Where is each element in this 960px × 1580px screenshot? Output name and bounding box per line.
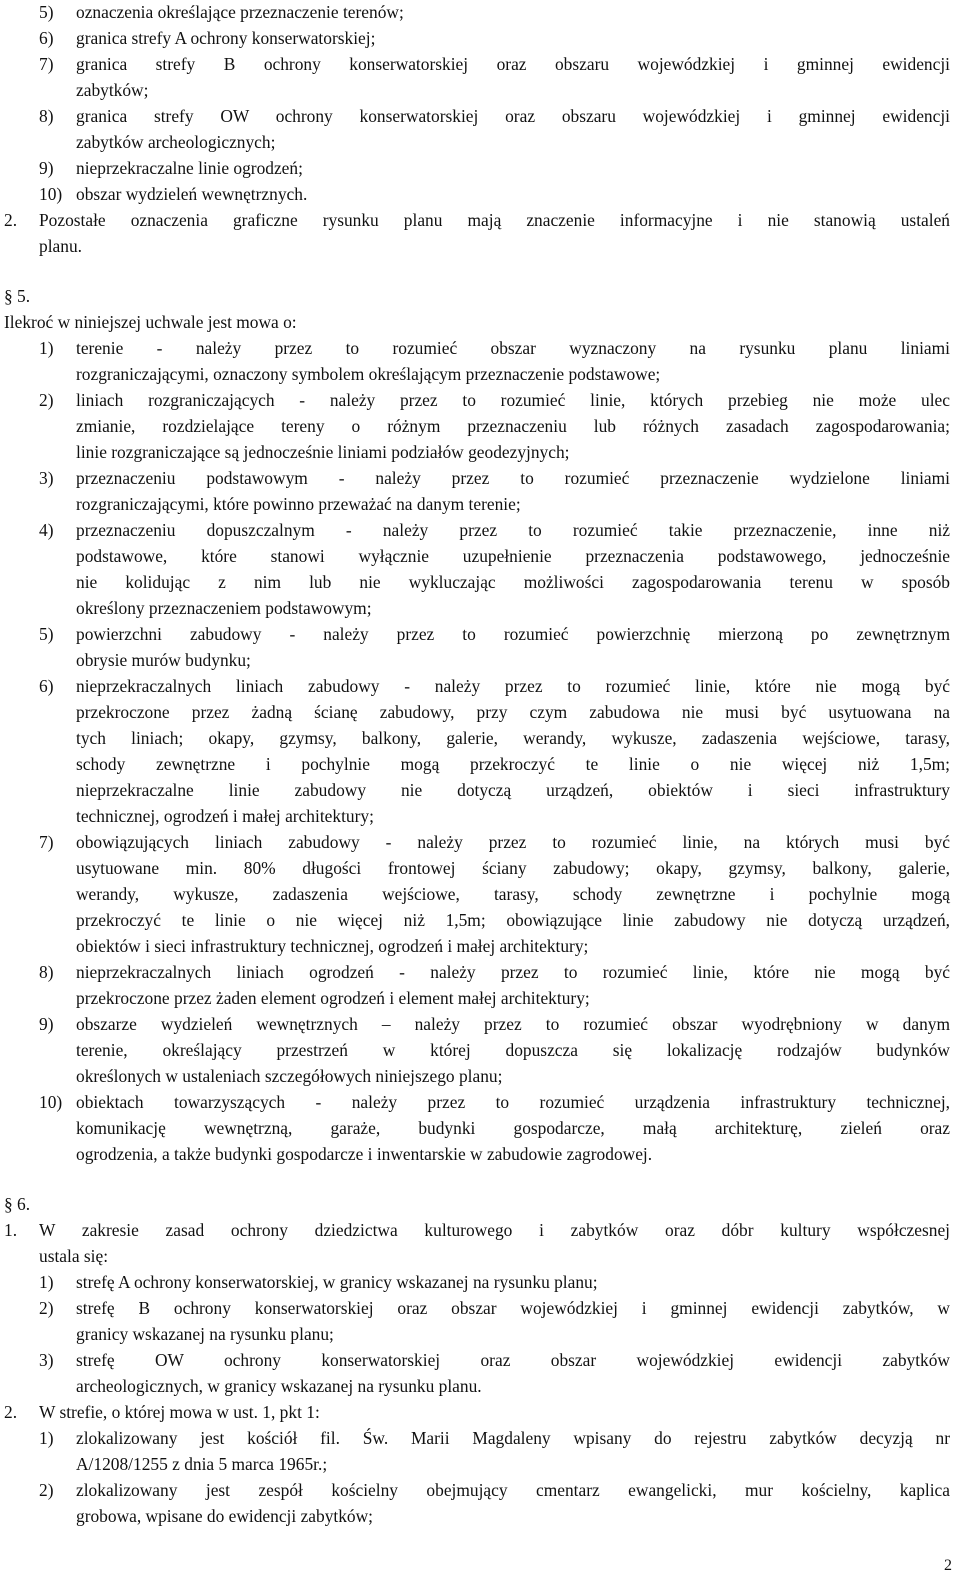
list-item	[0, 52, 960, 78]
list-item-continuation	[0, 856, 960, 882]
item-text: liniach rozgraniczających - należy przez to rozumieć linie, których przebieg nie może ulec	[76, 390, 950, 410]
item-text: archeologicznych, w granicy wskazanej na rysunku planu.	[76, 1376, 482, 1396]
list-item-continuation	[0, 1038, 960, 1064]
item-text: linie rozgraniczające są jednocześnie liniami podziałów geodezyjnych;	[76, 442, 570, 462]
item-text: obowiązujących liniach zabudowy - należy przez to rozumieć linie, na których musi być	[76, 832, 950, 852]
list-item	[0, 1012, 960, 1038]
item-text: terenie - należy przez to rozumieć obszar wyznaczony na rysunku planu liniami	[76, 338, 950, 358]
item-text: terenie, określający przestrzeń w której dopuszcza się lokalizację rodzajów budynków	[76, 1040, 950, 1060]
item-text: technicznej, ogrodzeń i małej architektury;	[76, 806, 374, 826]
item-number: 2)	[39, 1298, 54, 1318]
item-number: 4)	[39, 520, 54, 540]
list-item-continuation	[0, 78, 960, 104]
item-text: komunikację wewnętrzną, garaże, budynki gospodarcze, małą architekturę, zieleń oraz	[76, 1118, 950, 1138]
item-number: 3)	[39, 1350, 54, 1370]
list-item-continuation	[0, 1142, 960, 1168]
item-text: granica strefy OW ochrony konserwatorskiej oraz obszaru wojewódzkiej i gminnej ewidencji	[76, 106, 950, 126]
section-intro	[0, 310, 960, 336]
paragraph-number: 2.	[4, 210, 18, 230]
item-number: 9)	[39, 158, 54, 178]
paragraph-continuation	[0, 1244, 960, 1270]
item-text: rozgraniczającymi, które powinno przeważać na danym terenie;	[76, 494, 521, 514]
page-number: 2	[944, 1557, 952, 1574]
list-item	[0, 1348, 960, 1374]
list-item	[0, 674, 960, 700]
item-number: 10)	[39, 184, 63, 204]
item-number: 6)	[39, 28, 54, 48]
list-item	[0, 1270, 960, 1296]
list-item	[0, 182, 960, 208]
list-item	[0, 1090, 960, 1116]
item-number: 8)	[39, 962, 54, 982]
item-text: obiektach towarzyszących - należy przez to rozumieć urządzenia infrastruktury technicznej,	[76, 1092, 950, 1112]
item-text: nieprzekraczalne linie ogrodzeń;	[76, 158, 303, 178]
paragraph-text: W zakresie zasad ochrony dziedzictwa kulturowego i zabytków oraz dóbr kultury współczesnej	[39, 1220, 950, 1240]
item-number: 5)	[39, 2, 54, 22]
item-number: 2)	[39, 390, 54, 410]
list-item	[0, 336, 960, 362]
item-text: podstawowe, które stanowi wyłącznie uzupełnienie przeznaczenia podstawowego, jednocześnie	[76, 546, 950, 566]
list-item-continuation	[0, 544, 960, 570]
item-number: 9)	[39, 1014, 54, 1034]
list-item	[0, 0, 960, 26]
section-heading	[0, 1192, 960, 1218]
paragraph	[0, 1218, 960, 1244]
item-text: werandy, wykusze, zadaszenia wejściowe, tarasy, schody zewnętrzne i pochylnie mogą	[76, 884, 950, 904]
list-item	[0, 1426, 960, 1452]
list-item-continuation	[0, 570, 960, 596]
paragraph	[0, 208, 960, 234]
item-text: przeznaczeniu dopuszczalnym - należy przez to rozumieć takie przeznaczenie, inne niż	[76, 520, 950, 540]
list-item-continuation	[0, 1452, 960, 1478]
section-5-heading: § 5.	[4, 286, 31, 306]
item-text: określony przeznaczeniem podstawowym;	[76, 598, 372, 618]
item-number: 1)	[39, 338, 54, 358]
item-text: obszar wydzieleń wewnętrznych.	[76, 184, 308, 204]
item-text: A/1208/1255 z dnia 5 marca 1965r.;	[76, 1454, 328, 1474]
item-number: 3)	[39, 468, 54, 488]
item-text: strefę OW ochrony konserwatorskiej oraz obszar wojewódzkiej ewidencji zabytków	[76, 1350, 950, 1370]
list-item	[0, 960, 960, 986]
list-item	[0, 1478, 960, 1504]
paragraph-text: ustala się:	[39, 1246, 109, 1266]
list-item-continuation	[0, 908, 960, 934]
list-item-continuation	[0, 1116, 960, 1142]
item-text: przekroczone przez żadną ścianę zabudowy, przy czym zabudowa nie musi być usytuowana na	[76, 702, 950, 722]
list-item-continuation	[0, 1064, 960, 1090]
paragraph-text: planu.	[39, 236, 82, 256]
item-number: 2)	[39, 1480, 54, 1500]
section-heading	[0, 284, 960, 310]
list-item-continuation	[0, 934, 960, 960]
item-text: zabytków;	[76, 80, 149, 100]
item-text: określonych w ustaleniach szczegółowych niniejszego planu;	[76, 1066, 503, 1086]
list-item-continuation	[0, 648, 960, 674]
list-item	[0, 622, 960, 648]
item-text: zlokalizowany jest kościół fil. Św. Marii Magdaleny wpisany do rejestru zabytków decyzją nr	[76, 1428, 950, 1448]
list-item-continuation	[0, 752, 960, 778]
list-item-continuation	[0, 726, 960, 752]
list-item	[0, 1296, 960, 1322]
paragraph	[0, 1400, 960, 1426]
item-text: usytuowane min. 80% długości frontowej ściany zabudowy; okapy, gzymsy, balkony, galerie,	[76, 858, 950, 878]
item-number: 7)	[39, 832, 54, 852]
list-item	[0, 156, 960, 182]
item-text: granicy wskazanej na rysunku planu;	[76, 1324, 334, 1344]
item-number: 5)	[39, 624, 54, 644]
item-text: obrysie murów budynku;	[76, 650, 251, 670]
paragraph-text: W strefie, o której mowa w ust. 1, pkt 1:	[39, 1402, 320, 1422]
section-5-intro: Ilekroć w niniejszej uchwale jest mowa o:	[4, 312, 297, 332]
list-item	[0, 104, 960, 130]
item-text: przeznaczeniu podstawowym - należy przez to rozumieć przeznaczenie wydzielone liniami	[76, 468, 950, 488]
item-text: obszarze wydzieleń wewnętrznych – należy przez to rozumieć obszar wyodrębniony w danym	[76, 1014, 950, 1034]
list-item-continuation	[0, 362, 960, 388]
list-item-continuation	[0, 882, 960, 908]
list-item	[0, 388, 960, 414]
item-text: nieprzekraczalnych liniach zabudowy - należy przez to rozumieć linie, które nie mogą być	[76, 676, 950, 696]
paragraph-text: Pozostałe oznaczenia graficzne rysunku planu mają znaczenie informacyjne i nie stanowią ustaleń	[39, 210, 950, 230]
item-text: obiektów i sieci infrastruktury technicznej, ogrodzeń i małej architektury;	[76, 936, 589, 956]
item-text: ogrodzenia, a także budynki gospodarcze i inwentarskie w zabudowie zagrodowej.	[76, 1144, 653, 1164]
list-item-continuation	[0, 440, 960, 466]
item-text: zmianie, rozdzielające tereny o różnym przeznaczeniu lub różnych zasadach zagospodarowania;	[76, 416, 950, 436]
list-item-continuation	[0, 596, 960, 622]
item-text: tych liniach; okapy, gzymsy, balkony, galerie, werandy, wykusze, zadaszenia wejściowe, tarasy,	[76, 728, 950, 748]
paragraph-number: 1.	[4, 1220, 18, 1240]
item-text: grobowa, wpisane do ewidencji zabytków;	[76, 1506, 374, 1526]
list-item	[0, 830, 960, 856]
list-item-continuation	[0, 1504, 960, 1530]
section-6-heading: § 6.	[4, 1194, 31, 1214]
list-item-continuation	[0, 804, 960, 830]
item-number: 8)	[39, 106, 54, 126]
item-number: 1)	[39, 1272, 54, 1292]
paragraph-number: 2.	[4, 1402, 18, 1422]
item-text: schody zewnętrzne i pochylnie mogą przekroczyć te linie o nie więcej niż 1,5m;	[76, 754, 950, 774]
item-text: granica strefy A ochrony konserwatorskiej;	[76, 28, 376, 48]
item-text: nie kolidując z nim lub nie wykluczając możliwości zagospodarowania terenu w sposób	[76, 572, 950, 592]
item-text: zlokalizowany jest zespół kościelny obejmujący cmentarz ewangelicki, mur kościelny, kaplica	[76, 1480, 950, 1500]
item-text: nieprzekraczalne linie zabudowy nie dotyczą urządzeń, obiektów i sieci infrastruktury	[76, 780, 950, 800]
item-text: oznaczenia określające przeznaczenie terenów;	[76, 2, 404, 22]
list-item-continuation	[0, 130, 960, 156]
list-item-continuation	[0, 700, 960, 726]
item-number: 1)	[39, 1428, 54, 1448]
item-text: przekroczyć te linie o nie więcej niż 1,5m; obowiązujące linie zabudowy nie dotyczą urządzeń,	[76, 910, 950, 930]
paragraph-continuation	[0, 234, 960, 260]
list-item-continuation	[0, 778, 960, 804]
item-text: zabytków archeologicznych;	[76, 132, 276, 152]
item-text: przekroczone przez żaden element ogrodzeń i element małej architektury;	[76, 988, 590, 1008]
item-text: strefę A ochrony konserwatorskiej, w granicy wskazanej na rysunku planu;	[76, 1272, 598, 1292]
list-item	[0, 518, 960, 544]
item-text: nieprzekraczalnych liniach ogrodzeń - należy przez to rozumieć linie, które nie mogą być	[76, 962, 950, 982]
list-item	[0, 466, 960, 492]
list-item-continuation	[0, 1322, 960, 1348]
item-number: 10)	[39, 1092, 63, 1112]
item-number: 7)	[39, 54, 54, 74]
item-text: strefę B ochrony konserwatorskiej oraz obszar wojewódzkiej i gminnej ewidencji zabytków, w	[76, 1298, 950, 1318]
list-item-continuation	[0, 1374, 960, 1400]
list-item-continuation	[0, 492, 960, 518]
list-item	[0, 26, 960, 52]
item-number: 6)	[39, 676, 54, 696]
list-item-continuation	[0, 986, 960, 1012]
item-text: powierzchni zabudowy - należy przez to rozumieć powierzchnię mierzoną po zewnętrznym	[76, 624, 950, 644]
item-text: rozgraniczającymi, oznaczony symbolem określającym przeznaczenie podstawowe;	[76, 364, 661, 384]
item-text: granica strefy B ochrony konserwatorskiej oraz obszaru wojewódzkiej i gminnej ewidencji	[76, 54, 950, 74]
list-item-continuation	[0, 414, 960, 440]
